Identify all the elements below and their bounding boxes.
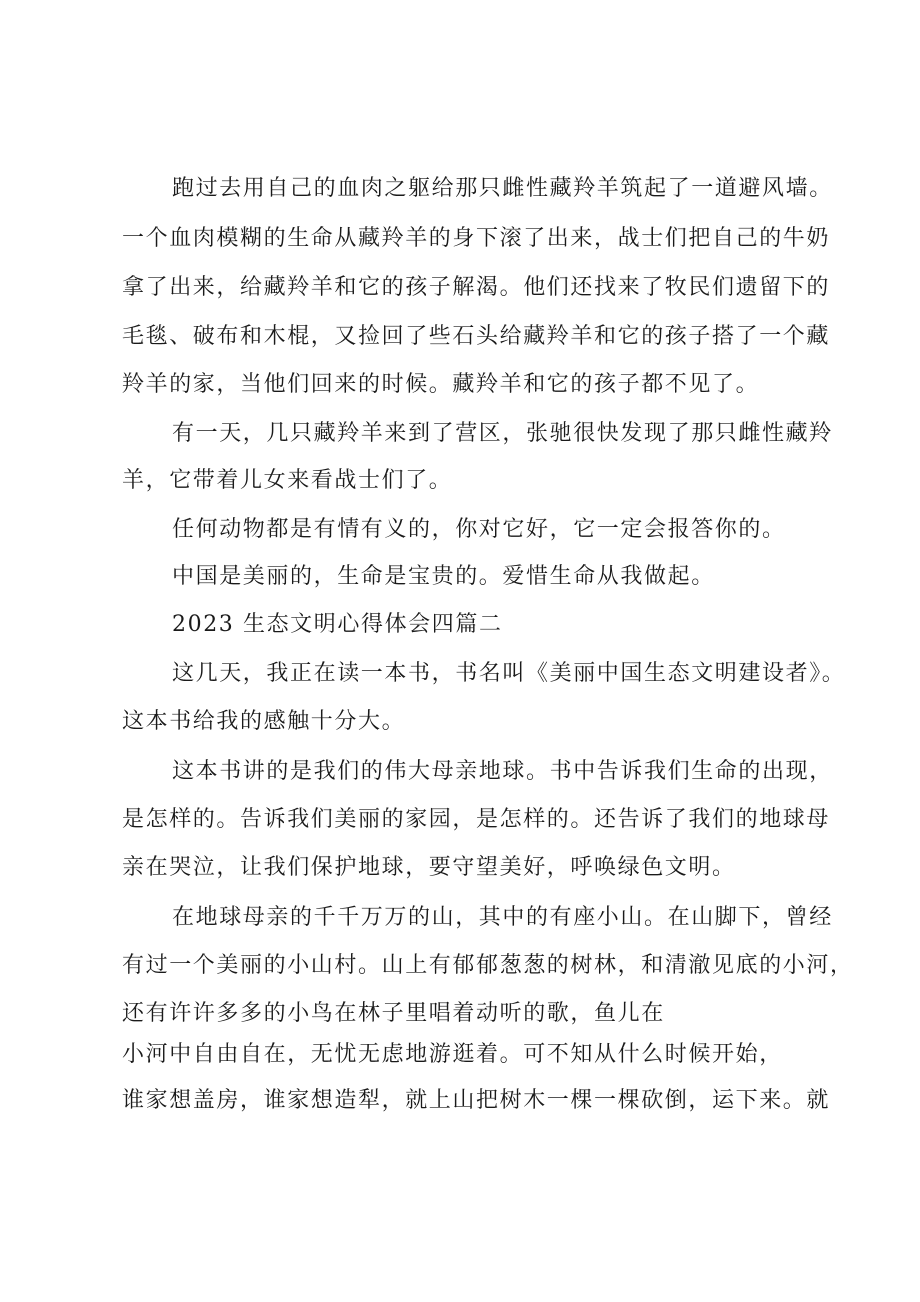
text-line-17: 有过一个美丽的小山村。山上有郁郁葱葱的树林，和清澈见底的小河，: [122, 953, 854, 978]
text-line-2: 一个血肉模糊的生命从藏羚羊的身下滚了出来，战士们把自己的牛奶: [122, 226, 831, 251]
text-line-3: 拿了出来，给藏羚羊和它的孩子解渴。他们还找来了牧民们遗留下的: [122, 275, 831, 300]
text-line-4: 毛毯、破布和木棍，又捡回了些石头给藏羚羊和它的孩子搭了一个藏: [122, 324, 831, 349]
text-line-7: 羊，它带着儿女来看战士们了。: [122, 468, 453, 493]
text-line-20: 谁家想盖房，谁家想造犁，就上山把树木一棵一棵砍倒，运下来。就: [122, 1088, 831, 1113]
text-line-18: 还有许许多多的小鸟在林子里唱着动听的歌，鱼儿在: [122, 1001, 665, 1026]
text-line-8: 任何动物都是有情有义的，你对它好，它一定会报答你的。: [172, 517, 786, 542]
text-line-14: 是怎样的。告诉我们美丽的家园，是怎样的。还告诉了我们的地球母: [122, 807, 831, 832]
section-heading: 2023 生态文明心得体会四篇二: [172, 612, 503, 637]
text-line-9: 中国是美丽的，生命是宝贵的。爱惜生命从我做起。: [172, 564, 715, 589]
text-line-13: 这本书讲的是我们的伟大母亲地球。书中告诉我们生命的出现，: [172, 759, 833, 784]
text-line-16: 在地球母亲的千千万万的山，其中的有座小山。在山脚下，曾经: [172, 905, 833, 930]
text-line-19: 小河中自由自在，无忧无虑地游逛着。可不知从什么时候开始，: [122, 1042, 783, 1067]
text-line-5: 羚羊的家，当他们回来的时候。藏羚羊和它的孩子都不见了。: [122, 372, 760, 397]
text-line-6: 有一天，几只藏羚羊来到了营区，张驰很快发现了那只雌性藏羚: [172, 421, 833, 446]
text-line-15: 亲在哭泣，让我们保护地球，要守望美好，呼唤绿色文明。: [122, 855, 736, 880]
text-line-1: 跑过去用自己的血肉之躯给那只雌性藏羚羊筑起了一道避风墙。: [172, 176, 833, 201]
text-line-12: 这本书给我的感触十分大。: [122, 709, 406, 734]
text-line-11: 这几天，我正在读一本书，书名叫《美丽中国生态文明建设者》。: [172, 661, 846, 686]
